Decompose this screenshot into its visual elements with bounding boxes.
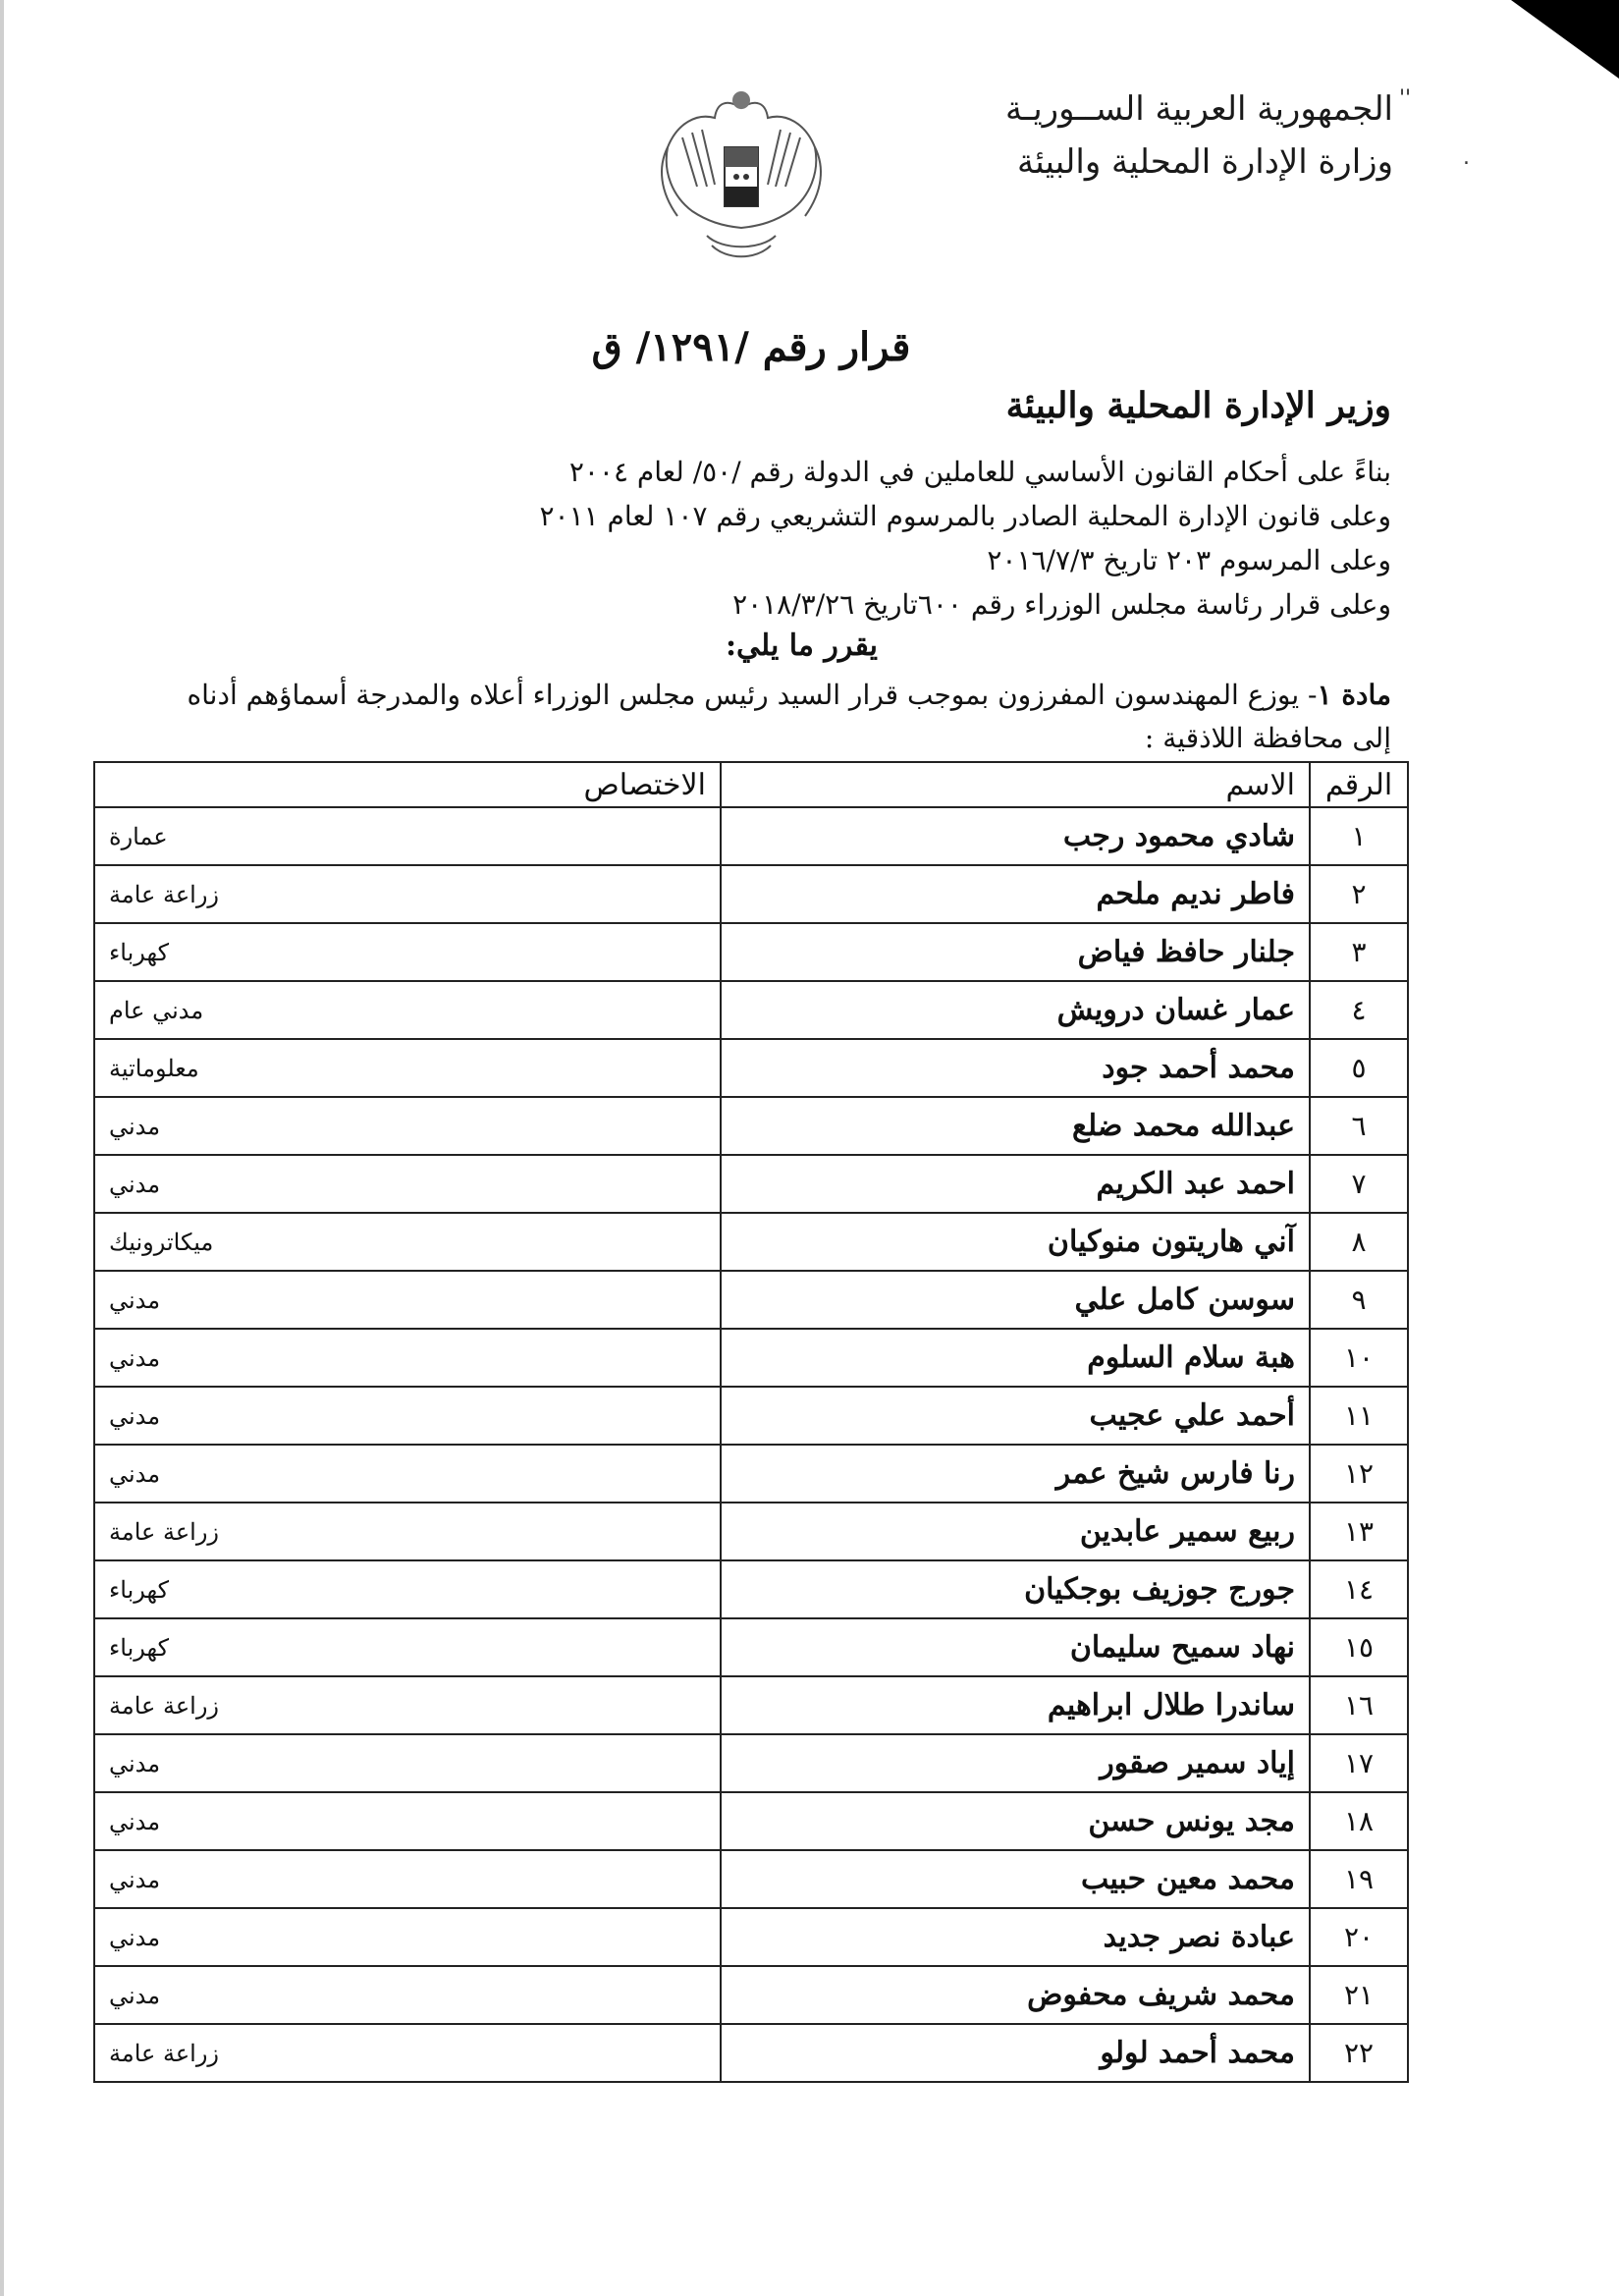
table-row xyxy=(94,981,1408,1039)
row-name: ساندرا طلال ابراهيم xyxy=(721,1676,1310,1734)
table-row xyxy=(94,1618,1408,1676)
row-name: هبة سلام السلوم xyxy=(721,1329,1310,1387)
row-specialization: مدني عام xyxy=(94,981,721,1039)
table-row xyxy=(94,1097,1408,1155)
row-specialization: مدني xyxy=(94,1097,721,1155)
letterhead-country: الجمهورية العربية الســوريـة xyxy=(1005,89,1393,129)
row-specialization: زراعة عامة xyxy=(94,865,721,923)
row-number: ٢٢ xyxy=(1310,2024,1408,2082)
letterhead xyxy=(1005,82,1393,189)
table-row xyxy=(94,807,1408,865)
table-row xyxy=(94,2024,1408,2082)
row-name: فاطر نديم ملحم xyxy=(721,865,1310,923)
table-row xyxy=(94,1155,1408,1213)
row-name: محمد شريف محفوض xyxy=(721,1966,1310,2024)
row-number: ٧ xyxy=(1310,1155,1408,1213)
table-header-row xyxy=(94,762,1408,807)
row-name: عبادة نصر جديد xyxy=(721,1908,1310,1966)
table-row xyxy=(94,923,1408,981)
table-row xyxy=(94,1445,1408,1503)
table-row xyxy=(94,1966,1408,2024)
row-number: ١٩ xyxy=(1310,1850,1408,1908)
row-name: ربيع سمير عابدين xyxy=(721,1503,1310,1560)
row-specialization: كهرباء xyxy=(94,1560,721,1618)
row-specialization: كهرباء xyxy=(94,923,721,981)
table-row xyxy=(94,1213,1408,1271)
row-specialization: مدني xyxy=(94,1445,721,1503)
row-number: ١٦ xyxy=(1310,1676,1408,1734)
minister-title: وزير الإدارة المحلية والبيئة xyxy=(1005,385,1391,426)
row-name: شادي محمود رجب xyxy=(721,807,1310,865)
row-specialization: مدني xyxy=(94,1908,721,1966)
table-body xyxy=(94,807,1408,2082)
row-name: محمد معين حبيب xyxy=(721,1850,1310,1908)
decides-heading: يقرر ما يلي: xyxy=(725,629,878,663)
row-number: ١٣ xyxy=(1310,1503,1408,1560)
preamble-line: وعلى قرار رئاسة مجلس الوزراء رقم ٦٠٠تاريخ ٢٠١٨/٣/٢٦ xyxy=(732,588,1391,621)
row-name: جلنار حافظ فياض xyxy=(721,923,1310,981)
row-specialization: عمارة xyxy=(94,807,721,865)
table-row xyxy=(94,1271,1408,1329)
row-number: ٢١ xyxy=(1310,1966,1408,2024)
table-row xyxy=(94,1792,1408,1850)
header-name: الاسم xyxy=(721,762,1310,807)
row-specialization: مدني xyxy=(94,1271,721,1329)
table-row xyxy=(94,1850,1408,1908)
row-number: ٨ xyxy=(1310,1213,1408,1271)
table-row xyxy=(94,1503,1408,1560)
table-row xyxy=(94,1329,1408,1387)
preamble-line: بناءً على أحكام القانون الأساسي للعاملين في الدولة رقم /٥٠/ لعام ٢٠٠٤ xyxy=(568,456,1391,488)
row-specialization: مدني xyxy=(94,1155,721,1213)
row-number: ١٧ xyxy=(1310,1734,1408,1792)
header-num: الرقم xyxy=(1310,762,1408,807)
decision-title: قرار رقم /١٢٩١/ ق xyxy=(591,324,911,370)
row-specialization: مدني xyxy=(94,1387,721,1445)
table-row xyxy=(94,865,1408,923)
preamble-line: وعلى المرسوم ٢٠٣ تاريخ ٢٠١٦/٧/٣ xyxy=(987,544,1391,576)
row-number: ٣ xyxy=(1310,923,1408,981)
row-specialization: مدني xyxy=(94,1792,721,1850)
row-specialization: مدني xyxy=(94,1850,721,1908)
row-name: نهاد سميح سليمان xyxy=(721,1618,1310,1676)
row-number: ١ xyxy=(1310,807,1408,865)
row-name: آني هاريتون منوكيان xyxy=(721,1213,1310,1271)
row-specialization: معلوماتية xyxy=(94,1039,721,1097)
article-1 xyxy=(144,674,1391,760)
syrian-eagle-emblem-icon xyxy=(638,79,844,275)
row-name: مجد يونس حسن xyxy=(721,1792,1310,1850)
row-number: ٤ xyxy=(1310,981,1408,1039)
article-text: - يوزع المهندسون المفرزون بموجب قرار السيد رئيس مجلس الوزراء أعلاه والمدرجة أسماؤهم أدناه إلى محافظة اللاذقية : xyxy=(187,679,1391,754)
header-spec: الاختصاص xyxy=(94,762,721,807)
row-specialization: زراعة عامة xyxy=(94,2024,721,2082)
row-number: ٩ xyxy=(1310,1271,1408,1329)
table-row xyxy=(94,1560,1408,1618)
scan-speck: . xyxy=(1463,145,1470,170)
row-specialization: كهرباء xyxy=(94,1618,721,1676)
table-row xyxy=(94,1908,1408,1966)
preamble-line: وعلى قانون الإدارة المحلية الصادر بالمرسوم التشريعي رقم ١٠٧ لعام ٢٠١١ xyxy=(539,500,1391,532)
row-specialization: مدني xyxy=(94,1734,721,1792)
row-name: احمد عبد الكريم xyxy=(721,1155,1310,1213)
row-name: عبدالله محمد ضلع xyxy=(721,1097,1310,1155)
row-number: ١١ xyxy=(1310,1387,1408,1445)
row-specialization: مدني xyxy=(94,1966,721,2024)
engineers-table xyxy=(93,761,1409,2083)
row-name: إياد سمير صقور xyxy=(721,1734,1310,1792)
row-specialization: زراعة عامة xyxy=(94,1503,721,1560)
row-name: عمار غسان درويش xyxy=(721,981,1310,1039)
article-label: مادة ١ xyxy=(1317,679,1391,711)
row-number: ١٥ xyxy=(1310,1618,1408,1676)
row-specialization: مدني xyxy=(94,1329,721,1387)
letterhead-ministry: وزارة الإدارة المحلية والبيئة xyxy=(1017,142,1393,182)
row-number: ٥ xyxy=(1310,1039,1408,1097)
row-name: سوسن كامل علي xyxy=(721,1271,1310,1329)
scan-speck: '' xyxy=(1399,86,1412,111)
row-number: ١٨ xyxy=(1310,1792,1408,1850)
row-name: محمد أحمد جود xyxy=(721,1039,1310,1097)
row-name: رنا فارس شيخ عمر xyxy=(721,1445,1310,1503)
row-name: جورج جوزيف بوجكيان xyxy=(721,1560,1310,1618)
table-row xyxy=(94,1387,1408,1445)
scan-edge-shadow xyxy=(0,0,4,2296)
row-specialization: زراعة عامة xyxy=(94,1676,721,1734)
preamble xyxy=(213,450,1391,627)
row-name: محمد أحمد لولو xyxy=(721,2024,1310,2082)
row-number: ٦ xyxy=(1310,1097,1408,1155)
row-number: ٢٠ xyxy=(1310,1908,1408,1966)
row-number: ١٠ xyxy=(1310,1329,1408,1387)
table-row xyxy=(94,1734,1408,1792)
row-number: ١٢ xyxy=(1310,1445,1408,1503)
scan-corner-mark xyxy=(1511,0,1619,79)
row-specialization: ميكاترونيك xyxy=(94,1213,721,1271)
row-name: أحمد علي عجيب xyxy=(721,1387,1310,1445)
table-row xyxy=(94,1676,1408,1734)
row-number: ٢ xyxy=(1310,865,1408,923)
table-row xyxy=(94,1039,1408,1097)
row-number: ١٤ xyxy=(1310,1560,1408,1618)
